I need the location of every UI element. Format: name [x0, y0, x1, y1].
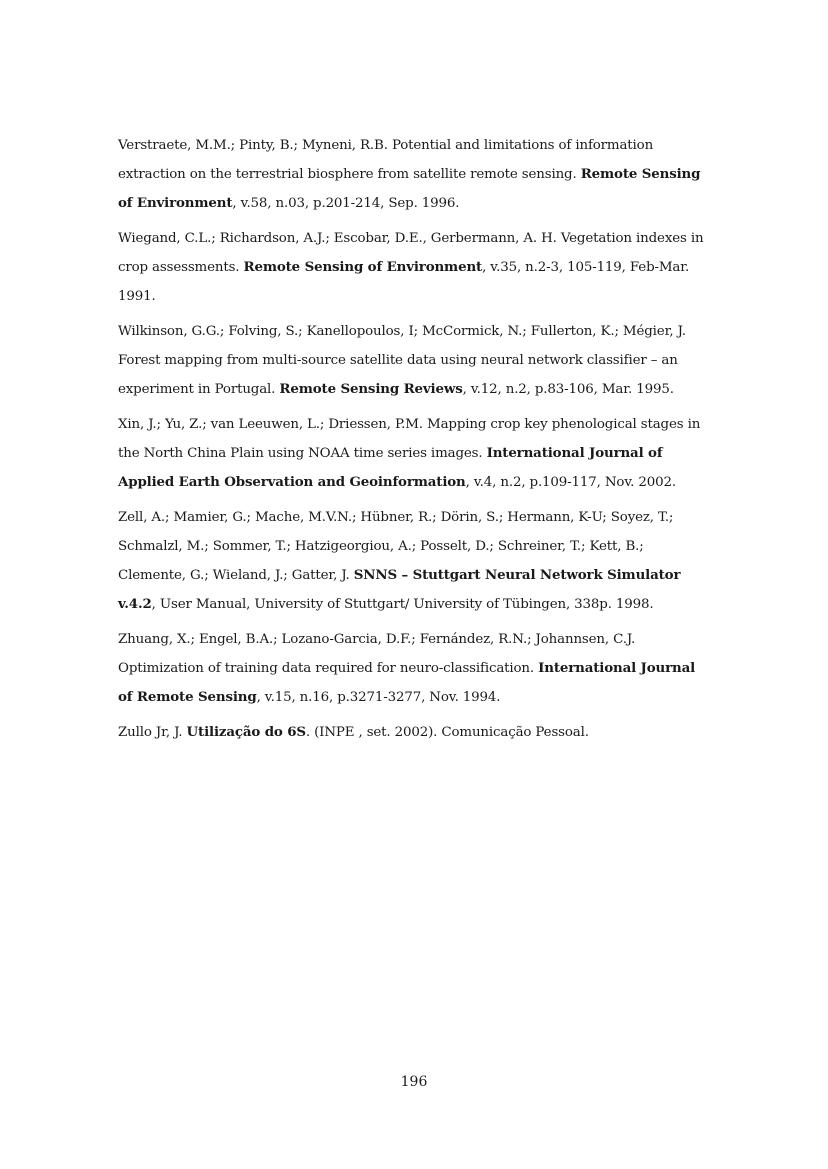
reference-details: , User Manual, University of Stuttgart/ University of Tübingen, 338p. 1998. [151, 597, 654, 612]
reference-authors-title: Zell, A.; Mamier, G.; Mache, M.V.N.; Hübner, R.; Dörin, S.; Hermann, K-U; Soyez, T.; Schmalzl, M.; Sommer, T.; Hatzigeorgiou, A.; Posselt, D.; Schreiner, T.; Kett, B.; Clemente, G.; Wieland, J.; Gatter, J. [118, 510, 674, 583]
reference-source: SNNS – Stuttgart Neural Network Simulator v.4.2 [118, 567, 681, 612]
reference-source: Remote Sensing of Environment [118, 166, 701, 211]
reference-source: Remote Sensing of Environment [243, 259, 483, 275]
reference-details: , v.15, n.16, p.3271-3277, Nov. 1994. [256, 690, 501, 705]
reference-entry [118, 503, 710, 619]
reference-entry [118, 131, 710, 218]
reference-entry [118, 625, 710, 712]
reference-source: International Journal of Applied Earth Observation and Geoinformation [118, 445, 663, 490]
reference-details: , v.58, n.03, p.201-214, Sep. 1996. [232, 196, 460, 211]
reference-authors-title: Zullo Jr, J. [118, 725, 187, 740]
page-number: 196 [400, 1074, 428, 1090]
reference-authors-title: Xin, J.; Yu, Z.; van Leeuwen, L.; Driessen, P.M. Mapping crop key phenological stages in the North China Plain using NOAA time series images. [118, 417, 701, 461]
reference-entry [118, 718, 710, 747]
reference-authors-title: Zhuang, X.; Engel, B.A.; Lozano-Garcia, D.F.; Fernández, R.N.; Johannsen, C.J. Optimization of training data required for neuro-classification. [118, 632, 636, 676]
reference-details: . (INPE , set. 2002). Comunicação Pessoal. [305, 725, 589, 740]
reference-list [118, 131, 710, 753]
reference-authors-title: Verstraete, M.M.; Pinty, B.; Myneni, R.B. Potential and limitations of information extraction on the terrestrial biosphere from satellite remote sensing. [118, 138, 654, 182]
reference-source: Remote Sensing Reviews [279, 381, 463, 397]
reference-details: , v.35, n.2-3, 105-119, Feb-Mar. 1991. [118, 260, 690, 304]
reference-authors-title: Wiegand, C.L.; Richardson, A.J.; Escobar, D.E., Gerbermann, A. H. Vegetation indexes in crop assessments. [118, 231, 704, 275]
reference-source: International Journal of Remote Sensing [118, 660, 696, 705]
reference-details: , v.4, n.2, p.109-117, Nov. 2002. [465, 475, 676, 490]
reference-entry [118, 410, 710, 497]
reference-entry [118, 224, 710, 311]
reference-entry [118, 317, 710, 404]
reference-source: Utilização do 6S [186, 724, 306, 740]
reference-details: , v.12, n.2, p.83-106, Mar. 1995. [462, 382, 674, 397]
reference-authors-title: Wilkinson, G.G.; Folving, S.; Kanellopoulos, I; McCormick, N.; Fullerton, K.; Mégier, J. Forest mapping from multi-source satellite data using neural network classifier – an experiment in Portugal. [118, 324, 686, 397]
